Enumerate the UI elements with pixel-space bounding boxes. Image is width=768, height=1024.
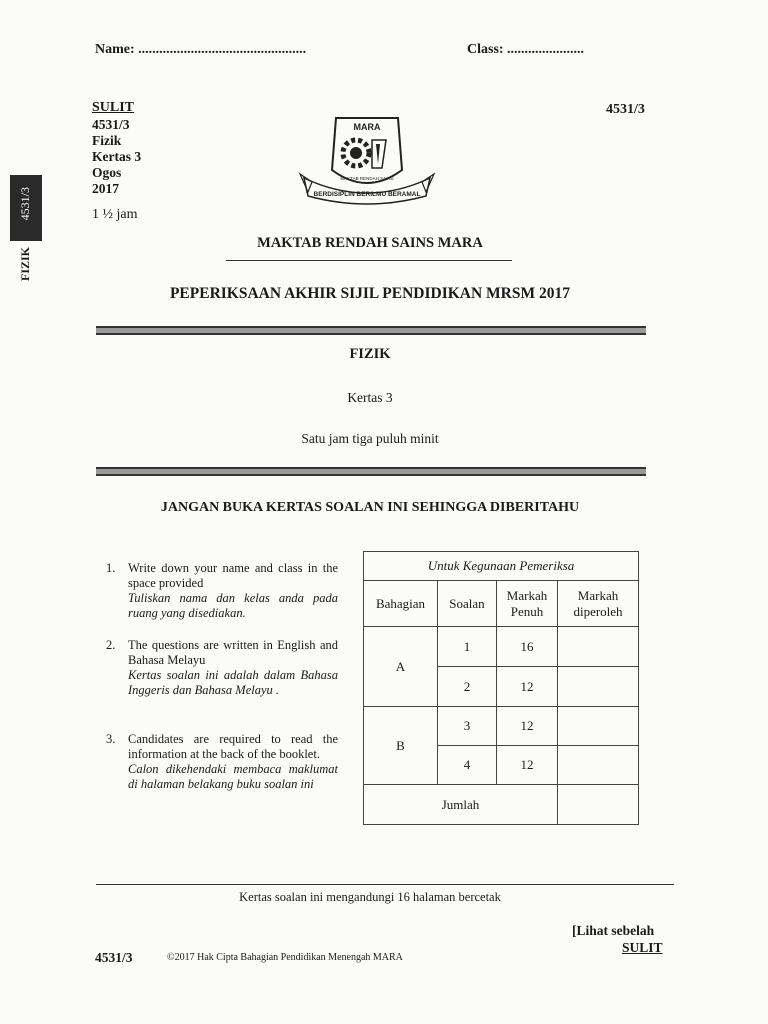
examiner-marks-table: [363, 551, 639, 825]
instruction-english: Write down your name and class in the space provided: [128, 561, 338, 590]
paper-info-year: 2017: [92, 181, 119, 196]
question-cell: 1: [438, 627, 497, 667]
paper-info-subject: Fizik: [92, 133, 122, 148]
header-markah-penuh: Markah Penuh: [497, 581, 558, 627]
total-label-cell: Jumlah: [364, 785, 558, 825]
class-field-label: Class: ......................: [467, 42, 585, 57]
top-double-rule: [96, 326, 646, 335]
obtained-marks-cell: [558, 627, 639, 667]
obtained-marks-cell: [558, 707, 639, 746]
header-soalan: Soalan: [438, 581, 497, 627]
instruction-1: [106, 561, 338, 621]
obtained-marks-cell: [558, 667, 639, 707]
table-row: [364, 707, 639, 746]
question-cell: 3: [438, 707, 497, 746]
table-title: Untuk Kegunaan Pemeriksa: [364, 552, 639, 581]
pages-note: Kertas soalan ini mengandungi 16 halaman bercetak: [239, 890, 501, 904]
copyright-notice: ©2017 Hak Cipta Bahagian Pendidikan Menengah MARA: [167, 952, 403, 963]
section-cell: A: [364, 627, 438, 707]
instruction-number: 1.: [106, 561, 116, 575]
question-cell: 2: [438, 667, 497, 707]
full-marks-cell: 12: [497, 707, 558, 746]
paper-info-paper: Kertas 3: [92, 149, 142, 164]
header-bahagian: Bahagian: [364, 581, 438, 627]
logo-inner-text: MAKTAB RENDAH SAINS: [340, 176, 394, 181]
side-tab-subject: FIZIK: [18, 247, 32, 282]
bottom-double-rule: [96, 467, 646, 476]
paper-info-month: Ogos: [92, 165, 122, 180]
full-marks-cell: 12: [497, 667, 558, 707]
footer-sulit: SULIT: [622, 940, 663, 955]
side-tab-code: 4531/3: [18, 187, 32, 221]
section-cell: B: [364, 707, 438, 785]
full-marks-cell: 12: [497, 746, 558, 785]
obtained-marks-cell: [558, 746, 639, 785]
institution-underline: [226, 260, 512, 261]
footer-rule: [96, 884, 674, 885]
paper-name: Kertas 3: [347, 390, 393, 405]
instruction-2: [106, 638, 338, 698]
full-marks-cell: 16: [497, 627, 558, 667]
paper-info-code: 4531/3: [92, 117, 130, 132]
logo-top-text: MARA: [353, 122, 381, 132]
table-row: [364, 785, 639, 825]
see-next-page: [Lihat sebelah: [572, 923, 655, 938]
subject-title: FIZIK: [349, 346, 391, 362]
institution-name: MAKTAB RENDAH SAINS MARA: [257, 235, 483, 251]
exam-duration: Satu jam tiga puluh minit: [301, 431, 439, 446]
instruction-english: The questions are written in English and Bahasa Melayu: [128, 638, 338, 667]
total-marks-cell: [558, 785, 639, 825]
instruction-english: Candidates are required to read the information at the back of the booklet.: [128, 732, 338, 761]
instruction-malay: Tuliskan nama dan kelas anda pada ruang yang disediakan.: [128, 591, 338, 620]
warning-text: JANGAN BUKA KERTAS SOALAN INI SEHINGGA DIBERITAHU: [160, 500, 580, 515]
sulit-label: SULIT: [92, 100, 135, 115]
header-markah-diperoleh: Markah diperoleh: [558, 581, 639, 627]
exam-title: PEPERIKSAAN AKHIR SIJIL PENDIDIKAN MRSM 2017: [169, 285, 571, 302]
table-row: [364, 627, 639, 667]
paper-code-right: 4531/3: [606, 102, 645, 117]
logo-ribbon-text: BERDISIPLIN BERILMU BERAMAL: [313, 191, 421, 198]
side-tab: [10, 175, 42, 287]
duration: 1 ½ jam: [92, 207, 138, 222]
instruction-malay: Calon dikehendaki membaca maklumat di halaman belakang buku soalan ini: [128, 762, 338, 791]
instruction-3: [106, 732, 338, 792]
instruction-number: 3.: [106, 732, 116, 746]
mrsm-logo: [298, 108, 436, 210]
paper-info: [92, 117, 141, 197]
instruction-number: 2.: [106, 638, 116, 652]
question-cell: 4: [438, 746, 497, 785]
footer-paper-code: 4531/3: [95, 950, 133, 965]
instruction-malay: Kertas soalan ini adalah dalam Bahasa Inggeris dan Bahasa Melayu .: [128, 668, 338, 697]
name-field-label: Name: ................................................: [95, 42, 307, 57]
